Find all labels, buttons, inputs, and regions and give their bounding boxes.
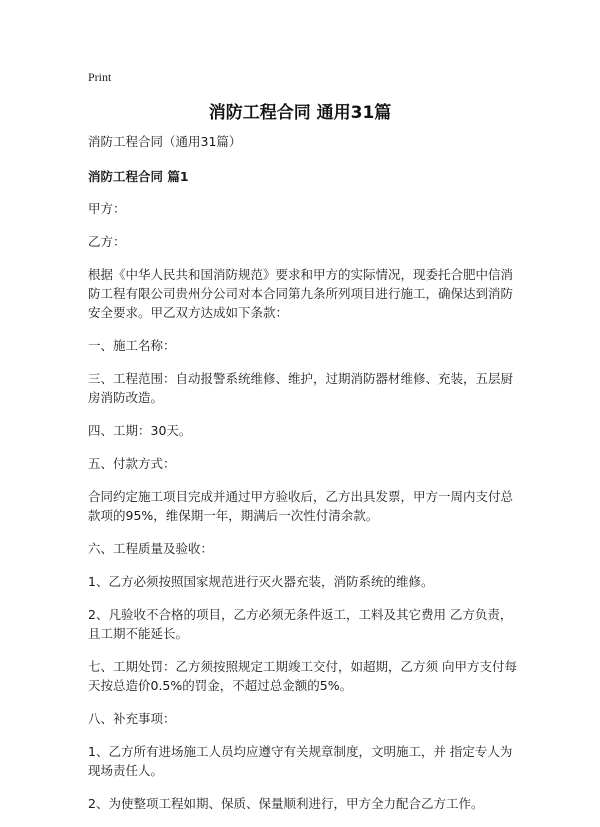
clause-payment: 五、付款方式：	[88, 456, 176, 471]
page-title: 消防工程合同 通用31篇	[208, 103, 392, 123]
intro-paragraph: 根据《中华人民共和国消防规范》要求和甲方的实际情况，现委托合肥中信消防工程有限公司贵州分公司对本合同第九条所列项目进行施工，确保达到消防安全要求。甲乙双方达成如下条款：	[88, 267, 514, 320]
supplementary-item-1: 1、乙方所有进场施工人员均应遵守有关规章制度，文明施工，并 指定专人为现场责任人。	[88, 744, 513, 778]
clause-penalty: 七、工期处罚：乙方须按照规定工期竣工交付，如超期，乙方须 向甲方支付每天按总造价0.5%的罚金，不超过总金额的5%。	[88, 659, 517, 693]
party-b-line: 乙方：	[88, 234, 126, 249]
party-a-line: 甲方：	[88, 201, 126, 216]
clause-project-name: 一、施工名称：	[88, 338, 176, 353]
supplementary-item-2: 2、为使整项工程如期、保质、保量顺利进行，甲方全力配合乙方工作。	[88, 796, 484, 811]
quality-item-2: 2、凡验收不合格的项目，乙方必须无条件返工，工料及其它费用 乙方负责，且工期不能延长。	[88, 607, 513, 641]
quality-item-1: 1、乙方必须按照国家规范进行灭火器充装，消防系统的维修。	[88, 574, 434, 589]
section-heading: 消防工程合同 篇1	[88, 169, 189, 184]
document-body	[88, 132, 520, 827]
clause-quality: 六、工程质量及验收：	[88, 541, 214, 556]
payment-details: 合同约定施工项目完成并通过甲方验收后，乙方出具发票，甲方一周内支付总款项的95%，维保期一年，期满后一次性付清余款。	[88, 489, 514, 523]
clause-duration: 四、工期：30天。	[88, 423, 192, 438]
clause-scope: 三、工程范围：自动报警系统维修、维护，过期消防器材维修、充装，五层厨房消防改造。	[88, 371, 514, 405]
clause-supplementary: 八、补充事项：	[88, 711, 176, 726]
document-subtitle: 消防工程合同（通用31篇）	[88, 134, 242, 149]
print-link[interactable]: Print	[88, 70, 112, 84]
